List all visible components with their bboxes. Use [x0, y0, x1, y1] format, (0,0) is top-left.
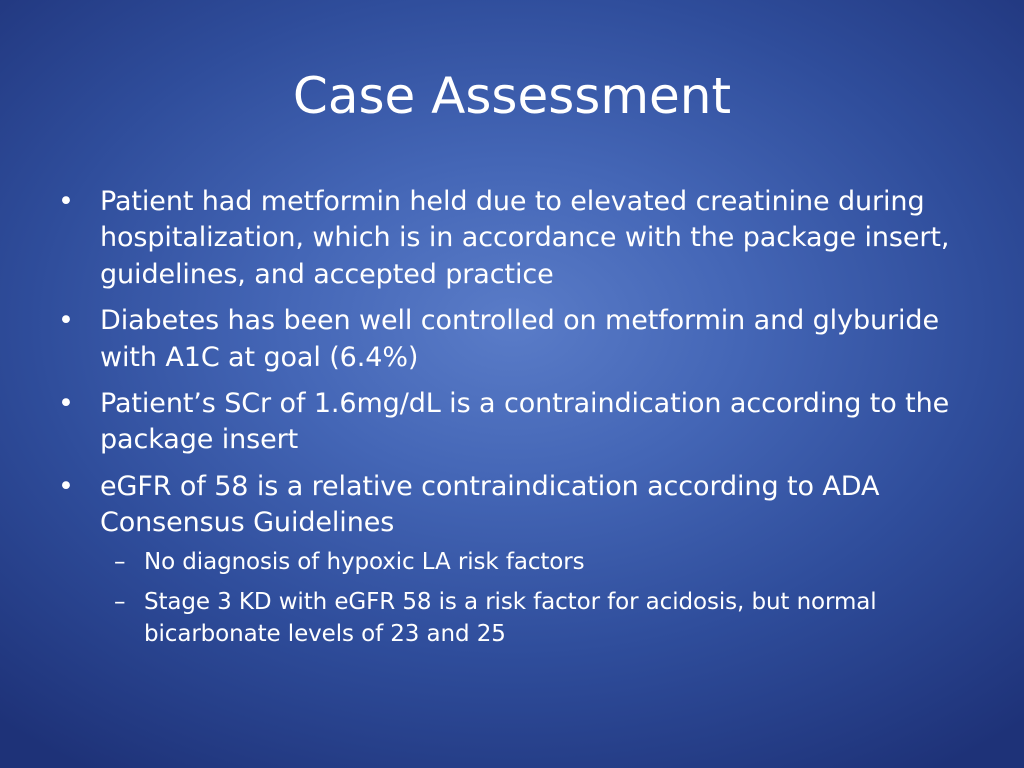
bullet-marker-icon: •	[58, 305, 74, 337]
slide-title: Case Assessment	[292, 67, 732, 125]
sub-bullet-item	[100, 586, 976, 650]
dash-marker-icon: –	[114, 548, 126, 575]
bullet-text: Diabetes has been well controlled on metformin and glyburide with A1C at goal (6.4%)	[100, 305, 939, 373]
sub-bullet-list	[100, 546, 976, 650]
sub-bullet-text: No diagnosis of hypoxic LA risk factors	[144, 548, 585, 575]
bullet-marker-icon: •	[58, 186, 74, 217]
sub-bullet-text: Stage 3 KD with eGFR 58 is a risk factor for acidosis, but normal bicarbonate levels of 23 and 25	[144, 588, 877, 647]
bullet-marker-icon: •	[58, 388, 74, 420]
bullet-list	[56, 184, 976, 660]
bullet-item	[56, 303, 976, 376]
bullet-text: Patient’s SCr of 1.6mg/dL is a contraindication according to the package insert	[100, 388, 950, 456]
bullet-item	[56, 469, 976, 650]
bullet-marker-icon: •	[58, 470, 74, 502]
sub-bullet-item	[100, 546, 976, 578]
bullet-text: Patient had metformin held due to elevated creatinine during hospitalization, which is in accordance with the package insert, guidelines, and accepted practice	[100, 186, 950, 290]
bullet-text: eGFR of 58 is a relative contraindication according to ADA Consensus Guidelines	[100, 470, 880, 539]
bullet-item	[56, 184, 976, 293]
dash-marker-icon: –	[114, 588, 126, 615]
bullet-item	[56, 386, 976, 459]
